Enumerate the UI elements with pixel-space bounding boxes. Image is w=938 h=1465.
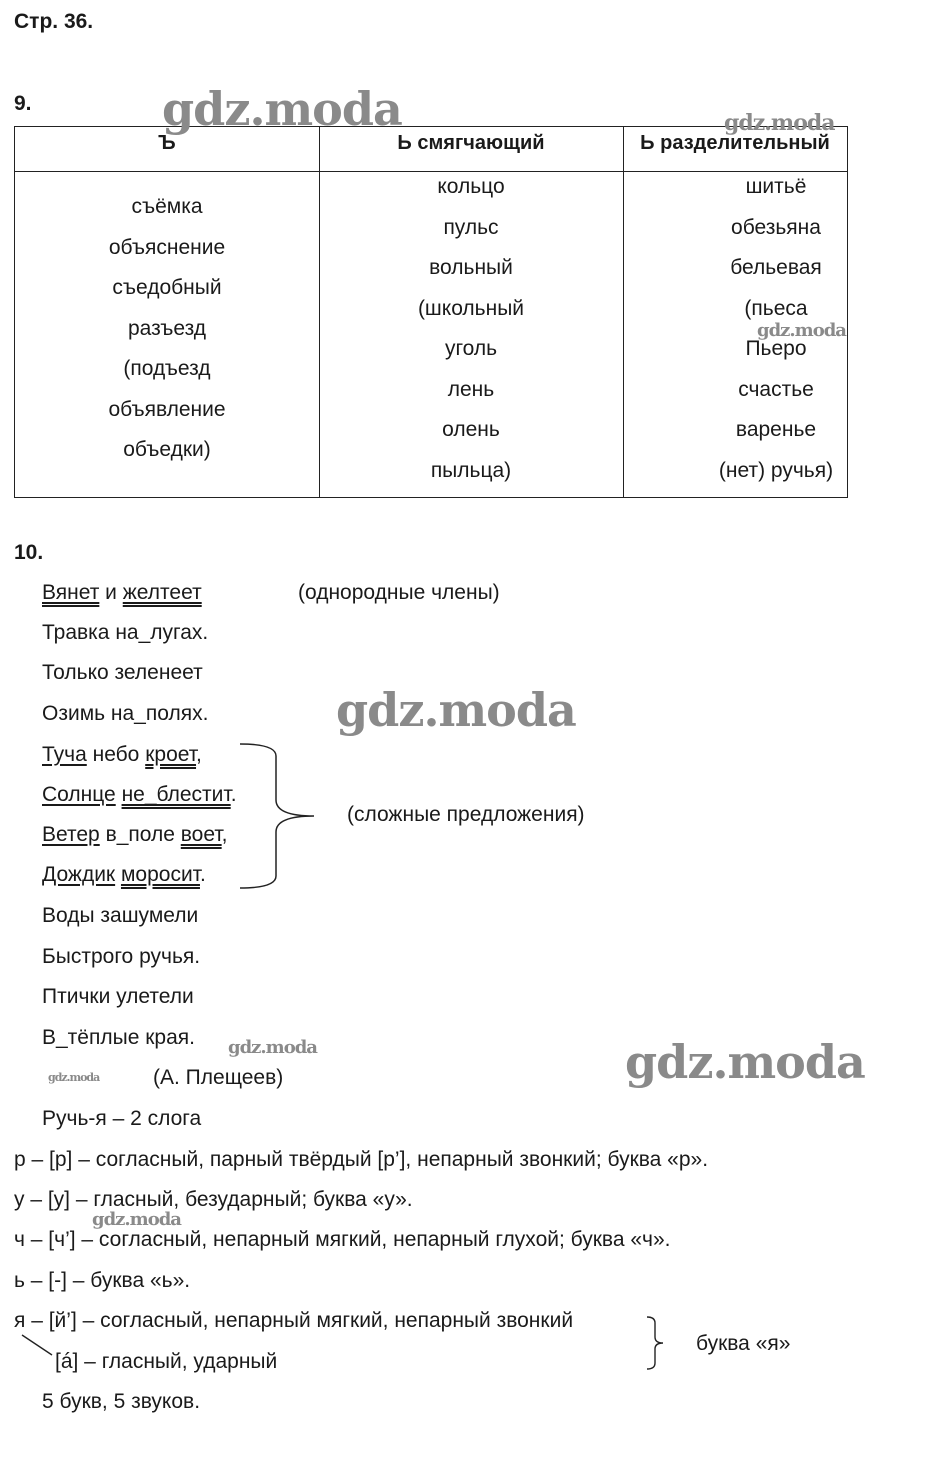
subject: Туча [42, 743, 87, 766]
predicate: воет [180, 823, 222, 846]
phonetic-ch: ч – [ч’] – согласный, непарный мягкий, непарный глухой; буква «ч». [14, 1228, 671, 1251]
text: . [199, 863, 206, 886]
table-cell: (нет) ручья) [718, 458, 834, 482]
homogeneous-note: (однородные члены) [298, 581, 500, 604]
poem-line-2: Травка на_лугах. [42, 621, 209, 644]
text: , [196, 743, 202, 766]
predicate: Вянет [42, 581, 100, 604]
table-cell: съедобный [112, 276, 222, 299]
poem-line-7 [42, 823, 227, 847]
phonetic-ya-1: я – [й’] – согласный, непарный мягкий, непарный звонкий [14, 1309, 574, 1332]
table-cell: счастье [738, 377, 814, 401]
poem-line-4: Озимь на_полях. [42, 702, 209, 725]
poem-line-9: Воды зашумели [42, 904, 199, 927]
table-header-hard-sign: Ъ [158, 132, 176, 154]
phonetic-u: у – [у] – гласный, безударный; буква «у». [14, 1188, 413, 1211]
watermark-logo: gdz.moda [48, 1071, 100, 1084]
table-cell: съёмка [131, 195, 203, 218]
table-cell: обезьяна [731, 215, 821, 239]
predicate: желтеет [122, 581, 202, 604]
letters-sounds-total: 5 букв, 5 звуков. [42, 1390, 201, 1413]
subject: Дождик [42, 863, 116, 886]
poem-line-1 [42, 581, 202, 605]
poem-line-11: Птички улетели [42, 985, 194, 1008]
poem-line-12: В_тёплые края. [42, 1026, 195, 1049]
table-cell: объявление [108, 397, 226, 421]
table-cell: Пьеро [745, 337, 807, 360]
phonetic-r: р – [р] – согласный, парный твёрдый [р’], непарный звонкий; буква «р». [14, 1148, 709, 1171]
syllable-title: Ручь-я – 2 слога [42, 1107, 202, 1130]
table-cell: (школьный [417, 296, 525, 320]
text: и [99, 581, 123, 604]
compound-note: (сложные предложения) [347, 803, 585, 826]
table-header-soft-sign-softening: Ь смягчающий [397, 132, 545, 154]
exercise-9-number: 9. [14, 92, 32, 115]
watermark-logo: gdz.moda [336, 683, 576, 737]
poem-line-3: Только зеленеет [42, 661, 203, 684]
watermark-logo: gdz.moda [724, 110, 835, 136]
table-cell: (пьеса [744, 296, 808, 320]
text: небо [86, 743, 146, 766]
branch-line-icon [20, 1333, 60, 1359]
table-cell: лень [447, 377, 495, 401]
text: , [221, 823, 228, 846]
curly-brace-icon [238, 742, 320, 892]
table-cell: разъезд [127, 316, 207, 340]
poem-line-8 [42, 863, 206, 887]
table-cell: кольцо [437, 175, 505, 198]
predicate: не_блестит [121, 783, 231, 806]
curly-brace-icon [645, 1315, 671, 1371]
text: в_поле [99, 823, 181, 846]
poem-line-6 [42, 783, 237, 807]
watermark-logo: gdz.moda [625, 1035, 865, 1089]
watermark-logo: gdz.moda [228, 1037, 317, 1058]
subject: Ветер [42, 823, 100, 846]
table-cell: объяснение [108, 235, 226, 259]
exercise-9-table [14, 126, 848, 498]
table-cell: пыльца) [430, 458, 512, 482]
table-cell: шитьё [745, 175, 807, 198]
table-header-soft-sign-separating: Ь разделительный [640, 132, 830, 154]
predicate: моросит [120, 863, 200, 886]
table-cell: уголь [444, 337, 498, 360]
predicate: кроет [145, 743, 197, 766]
exercise-10-number: 10. [14, 541, 44, 564]
table-cell: варенье [735, 418, 817, 441]
watermark-logo: gdz.moda [162, 82, 402, 136]
subject: Солнце [42, 783, 116, 806]
phonetic-soft-sign: ь – [-] – буква «ь». [14, 1269, 191, 1292]
poem-line-10: Быстрого ручья. [42, 945, 201, 968]
table-cell: пульс [443, 215, 499, 239]
table-cell: вольный [429, 256, 513, 279]
table-column-hard-sign [15, 187, 319, 471]
letter-ya-note: буква «я» [696, 1332, 791, 1355]
text: . [230, 783, 237, 806]
phonetic-ya-2: [á] – гласный, ударный [55, 1350, 278, 1373]
poem-author: (А. Плещеев) [153, 1066, 284, 1089]
watermark-logo: gdz.moda [757, 320, 846, 341]
table-column-soft-softening [319, 167, 623, 491]
watermark-logo: gdz.moda [92, 1209, 181, 1230]
page-title: Стр. 36. [14, 10, 94, 33]
table-cell: олень [442, 418, 500, 441]
table-cell: объедки) [123, 438, 211, 461]
poem-line-5 [42, 743, 202, 767]
table-cell: (подъезд [123, 357, 211, 380]
table-cell: бельевая [730, 256, 822, 279]
